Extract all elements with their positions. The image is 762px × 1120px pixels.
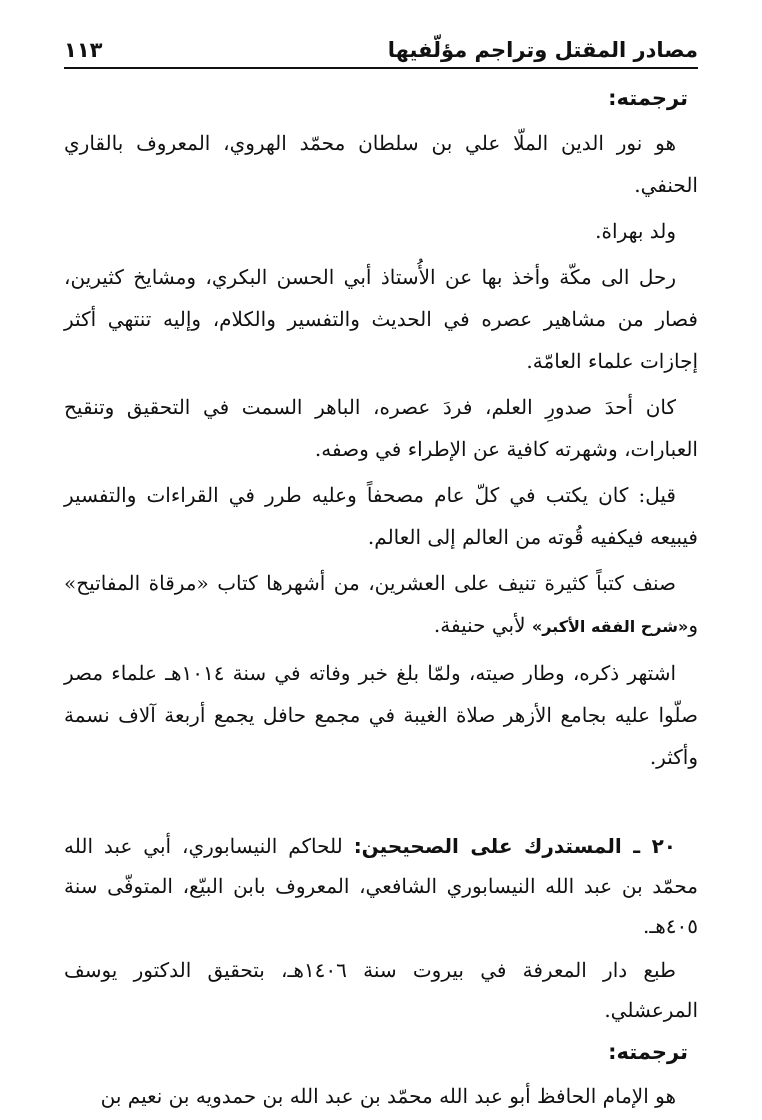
paragraph: طبع دار المعرفة في بيروت سنة ١٤٠٦هـ، بتحقيق الدكتور يوسف المرعشلي. — [64, 958, 698, 1022]
paragraph: هو نور الدين الملّا علي بن سلطان محمّد الهروي، المعروف بالقاري الحنفي. — [64, 131, 698, 197]
biography-heading: ترجمته: — [608, 86, 688, 110]
entry-paragraph — [64, 826, 698, 946]
page-header — [64, 30, 698, 66]
paragraph: كان أحدَ صدورِ العلم، فردَ عصره، الباهر السمت في التحقيق وتنقيح العبارات، وشهرته كافية عن الإطراء في وصفه. — [64, 395, 698, 461]
paragraph: قيل: كان يكتب في كلّ عام مصحفاً وعليه طرر في القراءات والتفسير فيبيعه فيكفيه قُوته من العالم إلى العالم. — [64, 483, 698, 549]
book-title: «شرح الفقه الأكبر» — [531, 617, 689, 636]
header-rule — [64, 67, 698, 69]
page-number: ١١٣ — [64, 38, 103, 62]
paragraph-text: لأبي حنيفة. — [433, 613, 532, 637]
biography-heading: ترجمته: — [608, 1040, 688, 1064]
running-title: مصادر المقتل وتراجم مؤلّفيها — [387, 38, 698, 62]
paragraph-text: للحاكم النيسابوري، أبي عبد الله محمّد بن عبد الله النيسابوري الشافعي، المعروف بابن البيّع، المتوفّى سنة ٤٠٥هـ. — [64, 834, 698, 938]
entry-title: ٢٠ ـ المستدرك على الصحيحين: — [353, 834, 676, 858]
paragraph-text: صنف كتباً كثيرة تنيف على العشرين، من أشهرها كتاب «مرقاة المفاتيح» و — [64, 571, 698, 637]
paragraph — [64, 562, 698, 648]
paragraph: ولد بهراة. — [595, 219, 676, 243]
page-body — [64, 80, 698, 1120]
paragraph: هو الإمام الحافظ أبو عبد الله محمّد بن عبد الله بن حمدويه بن نعيم بن — [100, 1084, 676, 1108]
section-gap — [64, 782, 698, 826]
paragraph: رحل الى مكّة وأخذ بها عن الأُستاذ أبي الحسن البكري، ومشايخ كثيرين، فصار من مشاهير عصره في الحديث والتفسير والكلام، وإليه تنتهي أكثر إجازات علماء العامّة. — [64, 265, 698, 373]
paragraph: اشتهر ذكره، وطار صيته، ولمّا بلغ خبر وفاته في سنة ١٠١٤هـ علماء مصر صلّوا عليه بجامع الأزهر صلاة الغيبة في مجمع حافل يجمع أربعة آلاف نسمة وأكثر. — [64, 661, 698, 769]
